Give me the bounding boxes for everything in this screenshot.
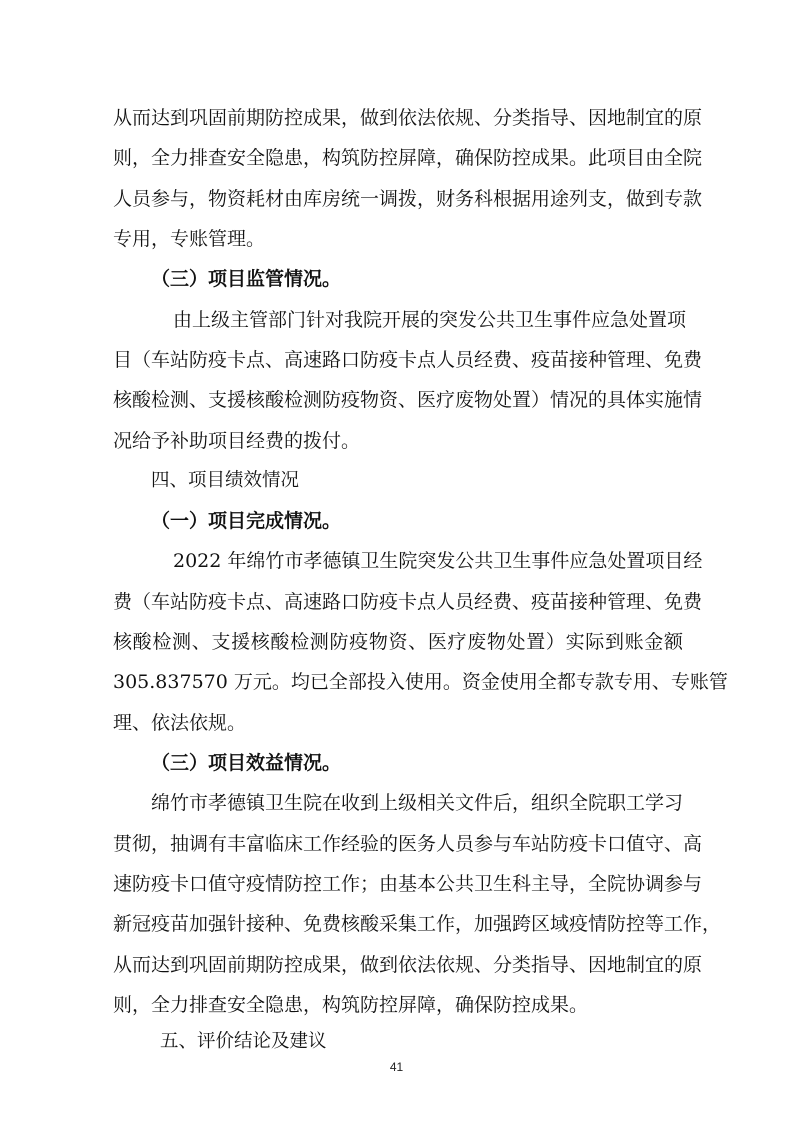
text-line: 专用，专账管理。 bbox=[113, 228, 266, 250]
text-line: 绵竹市孝德镇卫生院在收到上级相关文件后，组织全院职工学习 bbox=[151, 792, 684, 814]
section-heading: （三）项目监管情况。 bbox=[151, 268, 342, 290]
text-line: 核酸检测、支援核酸检测防疫物资、医疗废物处置）实际到账金额 bbox=[113, 631, 683, 653]
text-line: 则，全力排查安全隐患，构筑防控屏障，确保防控成果。 bbox=[113, 994, 589, 1016]
text-line: 新冠疫苗加强针接种、免费核酸采集工作，加强跨区域疫情防控等工作， bbox=[113, 913, 722, 935]
chapter-heading: 四、项目绩效情况 bbox=[151, 470, 300, 491]
text-line: 人员参与，物资耗材由库房统一调拨，财务科根据用途列支，做到专款 bbox=[113, 188, 703, 210]
chapter-heading: 五、评价结论及建议 bbox=[160, 1031, 327, 1052]
text-line: 速防疫卡口值守疫情防控工作；由基本公共卫生科主导，全院协调参与 bbox=[113, 873, 703, 895]
text-line: 从而达到巩固前期防控成果，做到依法依规、分类指导、因地制宜的原 bbox=[113, 107, 703, 129]
section-heading: （三）项目效益情况。 bbox=[151, 752, 342, 774]
text-line: 则，全力排查安全隐患，构筑防控屏障，确保防控成果。此项目由全院 bbox=[113, 147, 703, 169]
text-line: 305.837570 万元。均已全部投入使用。资金使用全都专款专用、专账管 bbox=[113, 671, 728, 693]
text-line: 贯彻，抽调有丰富临床工作经验的医务人员参与车站防疫卡口值守、高 bbox=[113, 833, 703, 855]
text-line: 核酸检测、支援核酸检测防疫物资、医疗废物处置）情况的具体实施情 bbox=[113, 389, 703, 411]
text-line: 况给予补助项目经费的拨付。 bbox=[113, 430, 361, 452]
text-line: 理、依法依规。 bbox=[113, 712, 247, 734]
text-line: 目（车站防疫卡点、高速路口防疫卡点人员经费、疫苗接种管理、免费 bbox=[113, 349, 703, 371]
text-line: 费（车站防疫卡点、高速路口防疫卡点人员经费、疫苗接种管理、免费 bbox=[113, 591, 703, 613]
section-heading: （一）项目完成情况。 bbox=[151, 510, 342, 532]
text-line: 从而达到巩固前期防控成果，做到依法依规、分类指导、因地制宜的原 bbox=[113, 954, 703, 976]
text-line: 由上级主管部门针对我院开展的突发公共卫生事件应急处置项 bbox=[173, 309, 687, 331]
page-number: 41 bbox=[389, 1060, 404, 1074]
text-line: 2022 年绵竹市孝德镇卫生院突发公共卫生事件应急处置项目经 bbox=[173, 550, 703, 572]
